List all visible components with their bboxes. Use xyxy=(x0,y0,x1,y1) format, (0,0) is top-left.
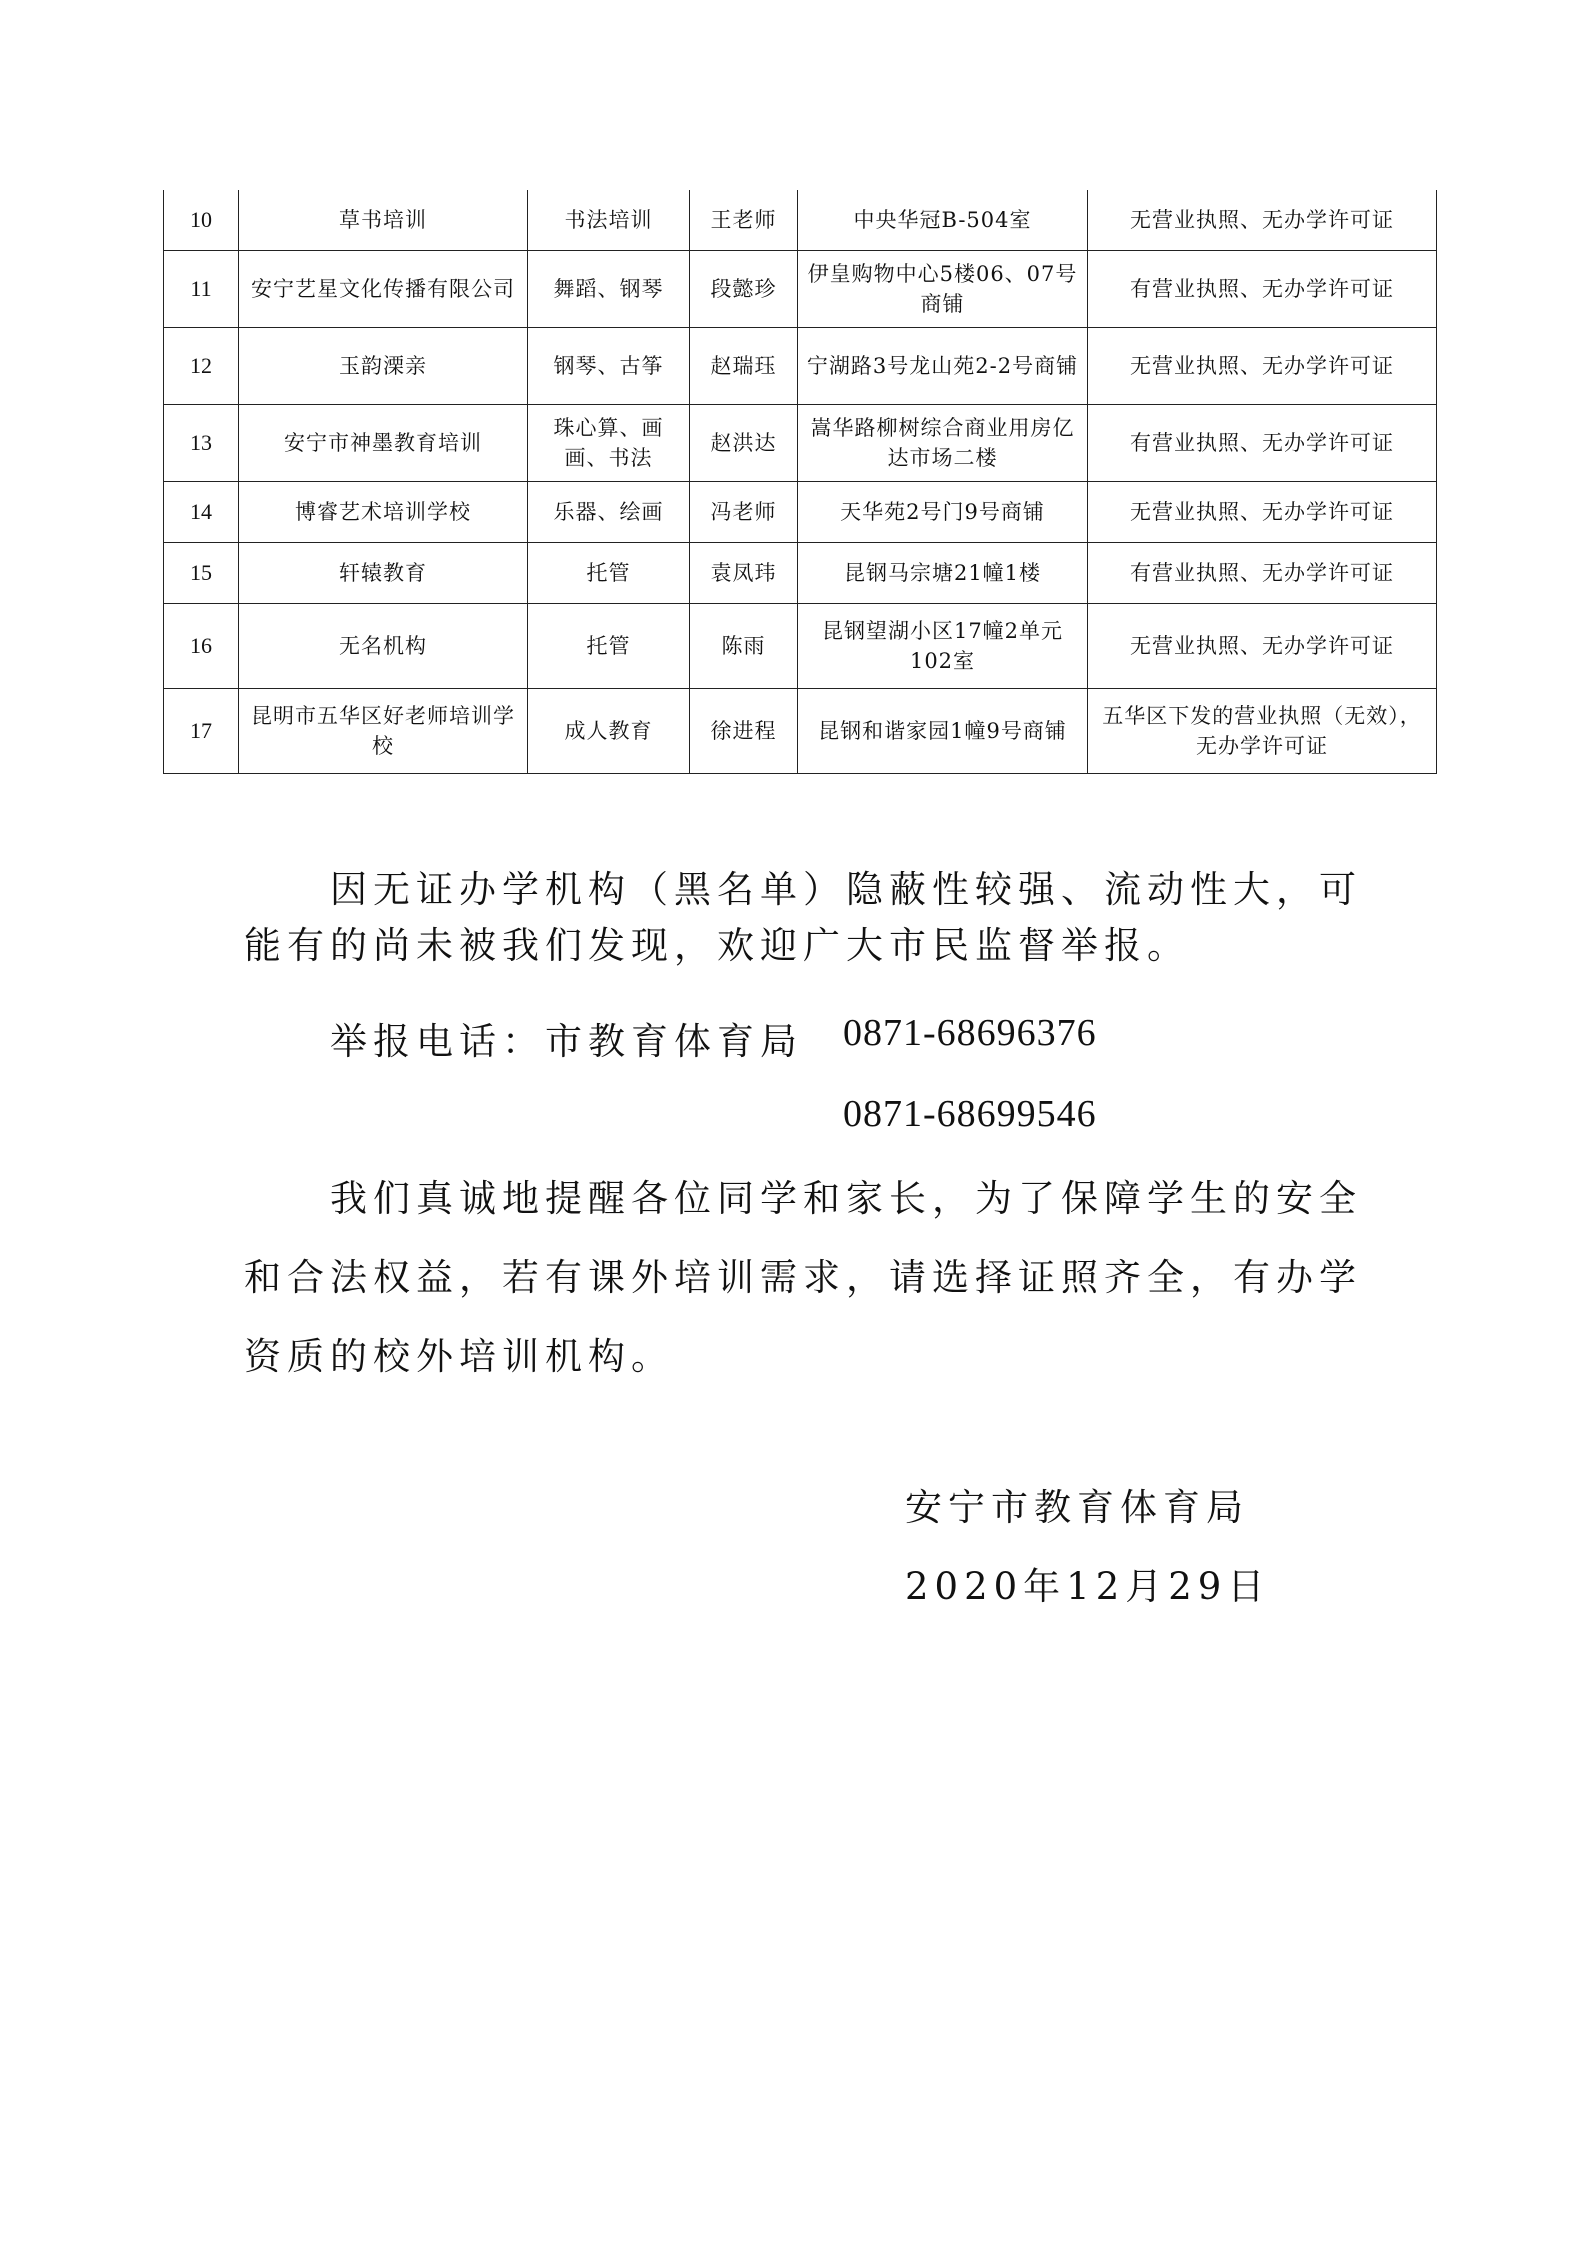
cell-number: 15 xyxy=(164,543,239,604)
blacklist-table xyxy=(163,190,1437,774)
cell-institution-name: 博睿艺术培训学校 xyxy=(239,482,528,543)
cell-category: 托管 xyxy=(528,543,690,604)
cell-number: 14 xyxy=(164,482,239,543)
phone-number-2: 0871-68699546 xyxy=(843,1093,1097,1135)
table-body xyxy=(164,190,1437,774)
cell-license-status: 无营业执照、无办学许可证 xyxy=(1088,190,1437,251)
cell-license-status: 有营业执照、无办学许可证 xyxy=(1088,543,1437,604)
cell-address: 中央华冠B-504室 xyxy=(798,190,1088,251)
cell-license-status: 无营业执照、无办学许可证 xyxy=(1088,604,1437,689)
cell-contact-person: 段懿珍 xyxy=(690,251,798,328)
cell-institution-name: 无名机构 xyxy=(239,604,528,689)
table-row xyxy=(164,482,1437,543)
signature-org: 安宁市教育体育局 xyxy=(905,1486,1249,1529)
cell-license-status: 五华区下发的营业执照（无效），无办学许可证 xyxy=(1088,689,1437,774)
cell-number: 16 xyxy=(164,604,239,689)
cell-license-status: 无营业执照、无办学许可证 xyxy=(1088,482,1437,543)
cell-category: 书法培训 xyxy=(528,190,690,251)
cell-contact-person: 陈雨 xyxy=(690,604,798,689)
cell-number: 13 xyxy=(164,405,239,482)
cell-category: 钢琴、古筝 xyxy=(528,328,690,405)
hotline-label: 举报电话：市教育体育局 xyxy=(330,1020,803,1063)
cell-category: 托管 xyxy=(528,604,690,689)
cell-contact-person: 王老师 xyxy=(690,190,798,251)
cell-address: 昆钢马宗塘21幢1楼 xyxy=(798,543,1088,604)
para2-line1: 我们真诚地提醒各位同学和家长，为了保障学生的安全 xyxy=(330,1177,1362,1220)
cell-address: 昆钢望湖小区17幢2单元102室 xyxy=(798,604,1088,689)
cell-category: 舞蹈、钢琴 xyxy=(528,251,690,328)
cell-category: 成人教育 xyxy=(528,689,690,774)
cell-number: 12 xyxy=(164,328,239,405)
cell-license-status: 有营业执照、无办学许可证 xyxy=(1088,405,1437,482)
cell-category: 乐器、绘画 xyxy=(528,482,690,543)
table-row xyxy=(164,251,1437,328)
cell-institution-name: 轩辕教育 xyxy=(239,543,528,604)
cell-institution-name: 昆明市五华区好老师培训学校 xyxy=(239,689,528,774)
cell-license-status: 有营业执照、无办学许可证 xyxy=(1088,251,1437,328)
cell-number: 10 xyxy=(164,190,239,251)
cell-address: 伊皇购物中心5楼06、07号商铺 xyxy=(798,251,1088,328)
cell-contact-person: 冯老师 xyxy=(690,482,798,543)
para2-line2: 和合法权益，若有课外培训需求，请选择证照齐全，有办学 xyxy=(244,1256,1362,1299)
cell-address: 嵩华路柳树综合商业用房亿达市场二楼 xyxy=(798,405,1088,482)
cell-institution-name: 安宁市神墨教育培训 xyxy=(239,405,528,482)
cell-address: 昆钢和谐家园1幢9号商铺 xyxy=(798,689,1088,774)
cell-contact-person: 赵洪达 xyxy=(690,405,798,482)
table-row xyxy=(164,328,1437,405)
cell-contact-person: 袁凤玮 xyxy=(690,543,798,604)
cell-contact-person: 赵瑞珏 xyxy=(690,328,798,405)
table-row xyxy=(164,190,1437,251)
table-row xyxy=(164,543,1437,604)
phone-number-1: 0871-68696376 xyxy=(843,1012,1097,1054)
cell-category: 珠心算、画画、书法 xyxy=(528,405,690,482)
para1-line1: 因无证办学机构（黑名单）隐蔽性较强、流动性大，可 xyxy=(330,868,1362,911)
cell-institution-name: 玉韵溧亲 xyxy=(239,328,528,405)
cell-number: 17 xyxy=(164,689,239,774)
signature-date: 2020年12月29日 xyxy=(905,1565,1271,1608)
table-row xyxy=(164,689,1437,774)
cell-license-status: 无营业执照、无办学许可证 xyxy=(1088,328,1437,405)
cell-number: 11 xyxy=(164,251,239,328)
cell-address: 天华苑2号门9号商铺 xyxy=(798,482,1088,543)
table-row xyxy=(164,405,1437,482)
cell-institution-name: 安宁艺星文化传播有限公司 xyxy=(239,251,528,328)
para2-line3: 资质的校外培训机构。 xyxy=(244,1335,674,1378)
table-row xyxy=(164,604,1437,689)
para1-line2: 能有的尚未被我们发现，欢迎广大市民监督举报。 xyxy=(244,924,1190,967)
cell-institution-name: 草书培训 xyxy=(239,190,528,251)
cell-contact-person: 徐进程 xyxy=(690,689,798,774)
cell-address: 宁湖路3号龙山苑2-2号商铺 xyxy=(798,328,1088,405)
